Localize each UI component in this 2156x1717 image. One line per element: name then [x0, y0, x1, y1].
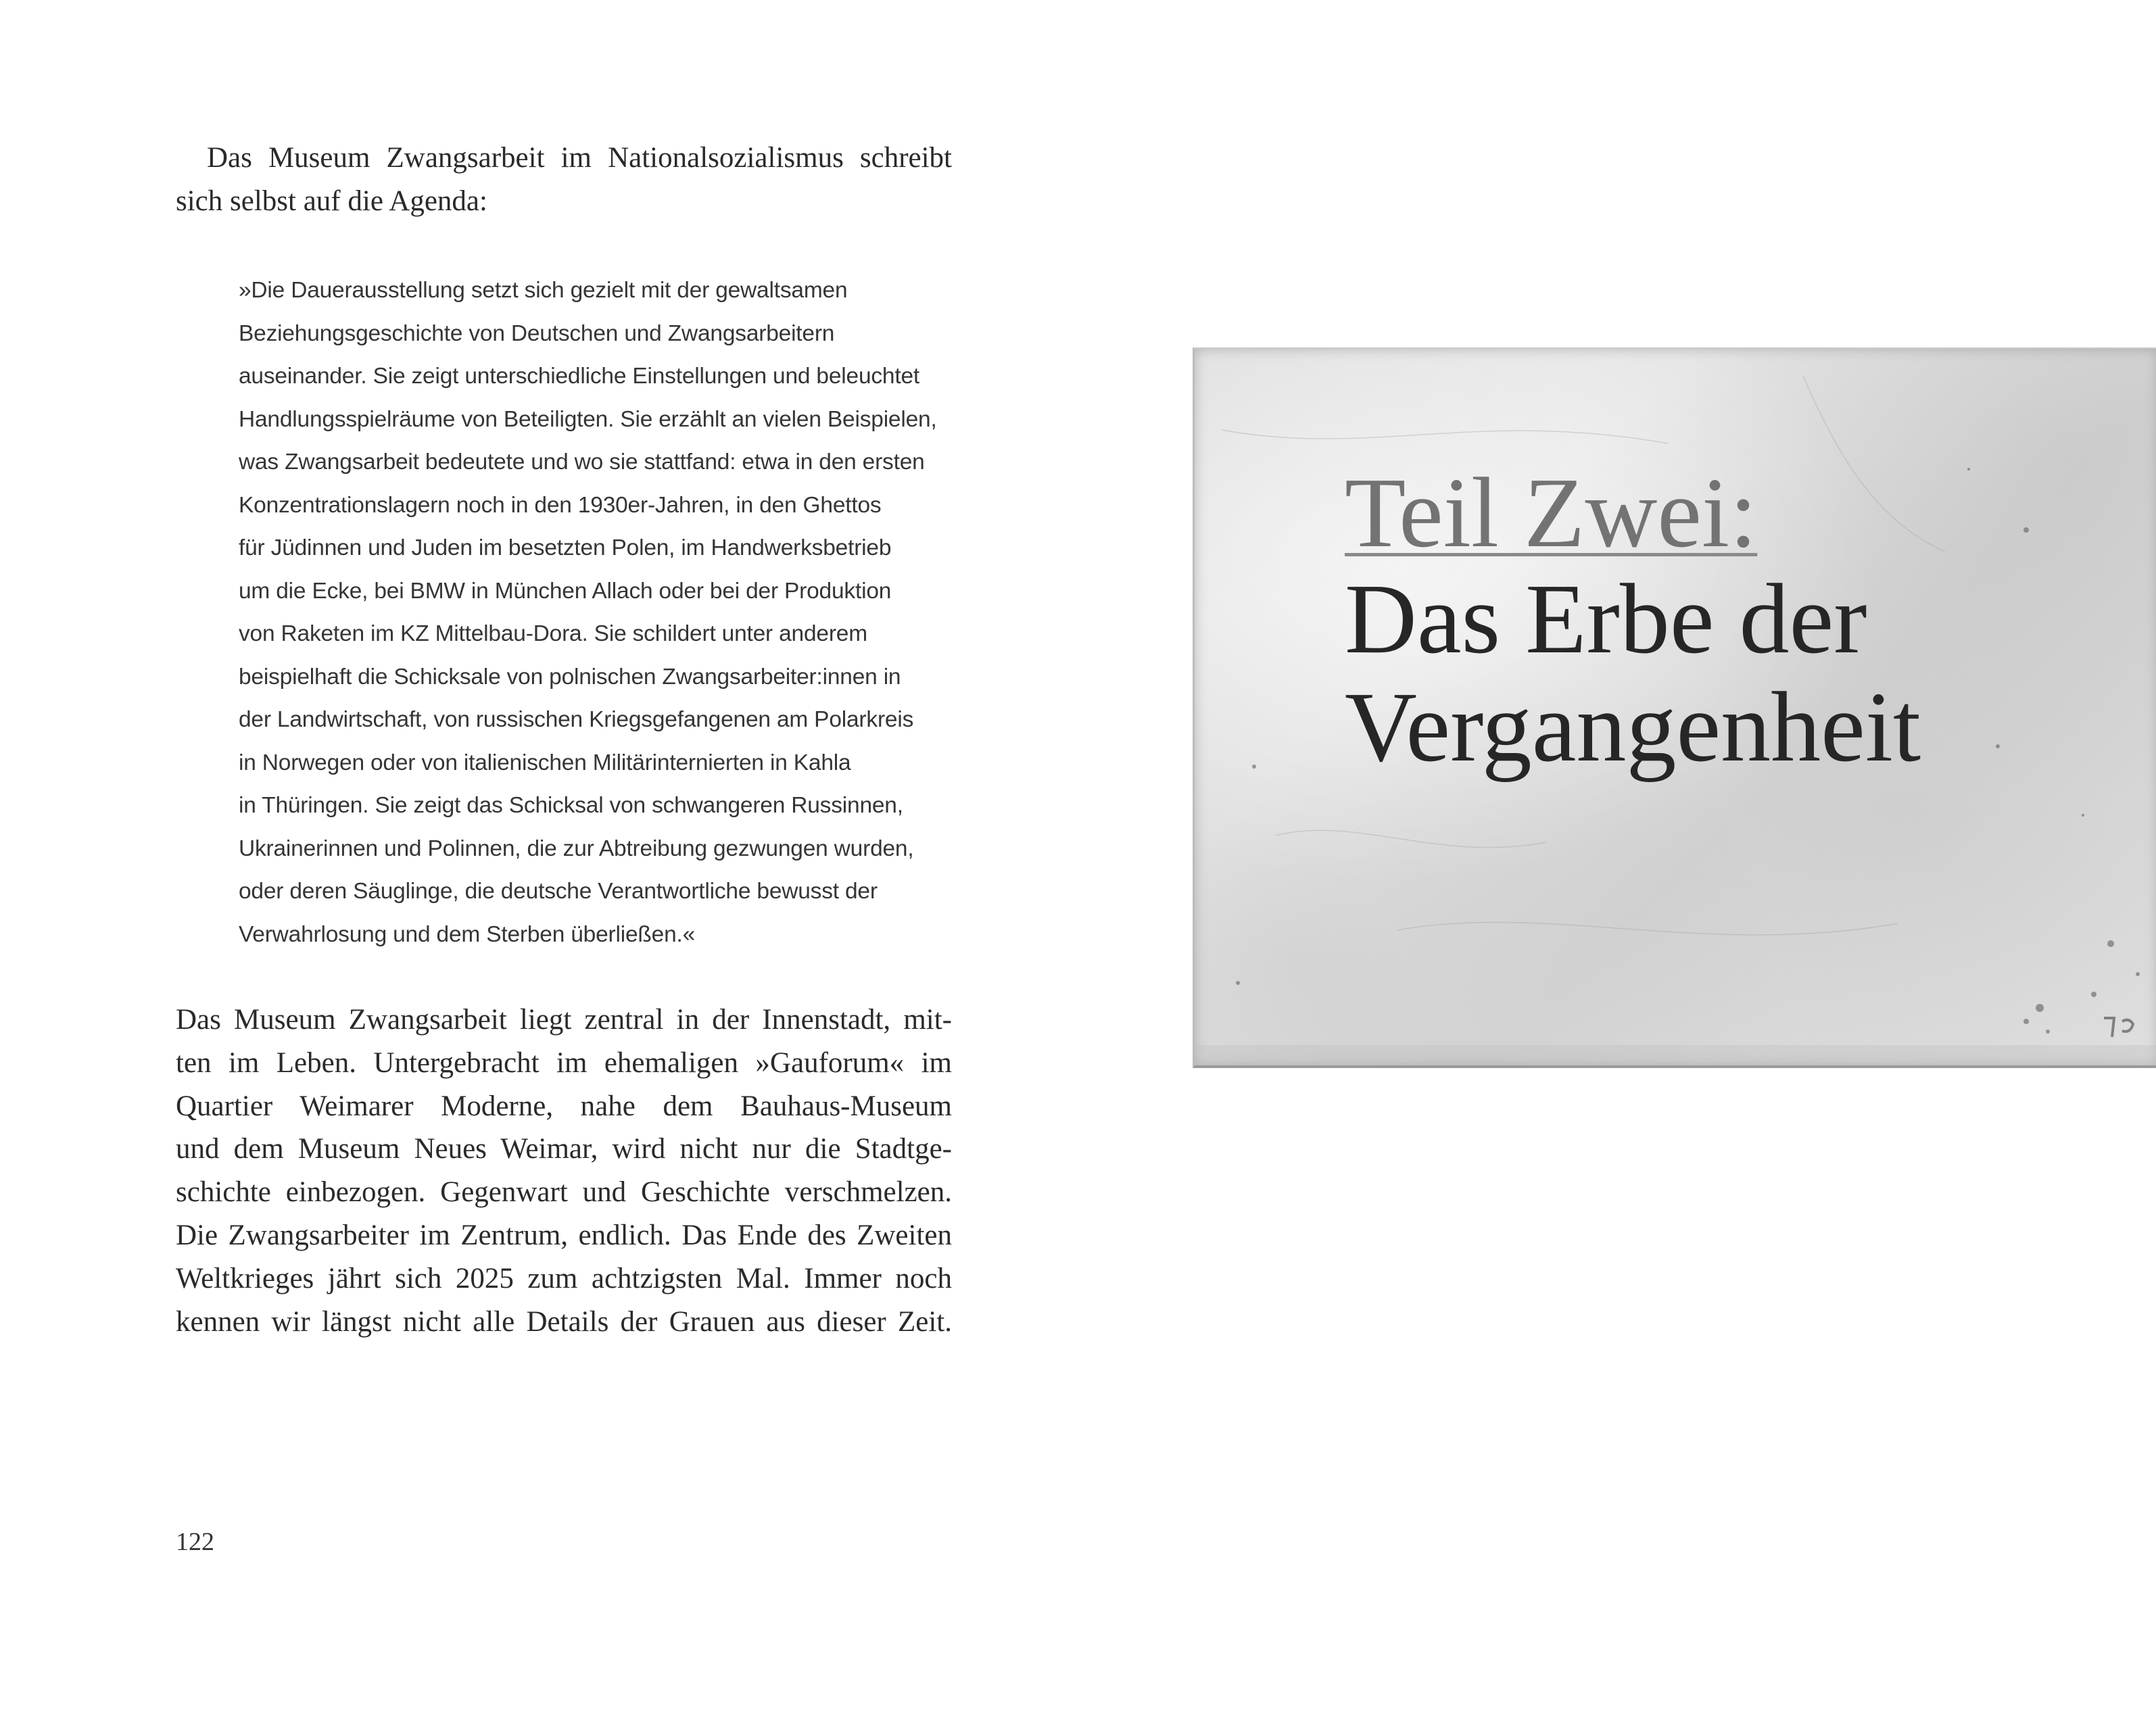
body-line: und dem Museum Neues Weimar, wird nicht nur die Stadtge- — [176, 1133, 952, 1165]
quote-line: auseinander. Sie zeigt unterschiedliche Einstellungen und beleuchtet — [239, 364, 920, 389]
quote-line: in Thüringen. Sie zeigt das Schicksal von schwangeren Russinnen, — [239, 793, 903, 818]
quote-line: »Die Dauerausstellung setzt sich gezielt mit der gewaltsamen — [239, 278, 848, 303]
quote-line: Handlungsspielräume von Beteiligten. Sie erzählt an vielen Beispielen, — [239, 406, 937, 432]
body-line: Weltkrieges jährt sich 2025 zum achtzigsten Mal. Immer noch — [176, 1262, 952, 1295]
part-title-line: Vergangenheit — [1345, 672, 1921, 783]
part-title-line: Das Erbe der — [1345, 564, 1867, 675]
body-line: ten im Leben. Untergebracht im ehemaligen »Gauforum« im — [176, 1046, 952, 1079]
aged-paper-card — [1193, 347, 2156, 1068]
quote-line: um die Ecke, bei BMW in München Allach oder bei der Produktion — [239, 578, 892, 604]
body-paragraph — [176, 998, 952, 1343]
quote-line: Konzentrationslagern noch in den 1930er-Jahren, in den Ghettos — [239, 492, 882, 518]
quote-line: Ukrainerinnen und Polinnen, die zur Abtreibung gezwungen wurden, — [239, 836, 914, 861]
quote-line: für Jüdinnen und Juden im besetzten Polen, im Handwerksbetrieb — [239, 535, 892, 560]
part-title — [1345, 565, 1921, 781]
quote-line: der Landwirtschaft, von russischen Kriegsgefangenen am Polarkreis — [239, 707, 914, 732]
quote-line: in Norwegen oder von italienischen Militärinternierten in Kahla — [239, 750, 851, 775]
quote-line: Verwahrlosung und dem Sterben überließen.« — [239, 921, 696, 947]
part-label: Teil Zwei: — [1345, 458, 1758, 569]
quote-line: beispielhaft die Schicksale von polnischen Zwangsarbeiter:innen in — [239, 664, 901, 690]
intro-paragraph: Das Museum Zwangsarbeit im Nationalsozialismus schreibt sich selbst auf die Agenda: — [176, 142, 952, 217]
body-line: kennen wir längst nicht alle Details der Grauen aus dieser Zeit. — [176, 1305, 952, 1338]
quote-line: Beziehungsgeschichte von Deutschen und Zwangsarbeitern — [239, 320, 835, 346]
body-line: Das Museum Zwangsarbeit liegt zentral in der Innenstadt, mit- — [176, 1004, 952, 1036]
quote-line: von Raketen im KZ Mittelbau-Dora. Sie schildert unter anderem — [239, 621, 867, 646]
page-number: 122 — [176, 1528, 214, 1556]
body-line: Quartier Weimarer Moderne, nahe dem Bauhaus-Museum — [176, 1090, 952, 1122]
right-page — [1078, 0, 2156, 1717]
body-line: Die Zwangsarbeiter im Zentrum, endlich. Das Ende des Zweiten — [176, 1219, 952, 1251]
body-line: schichte einbezogen. Gegenwart und Geschichte verschmelzen. — [176, 1176, 952, 1209]
quote-line: oder deren Säuglinge, die deutsche Verantwortliche bewusst der — [239, 879, 878, 904]
quote-line: was Zwangsarbeit bedeutete und wo sie stattfand: etwa in den ersten — [239, 450, 925, 475]
museum-quote — [239, 269, 937, 956]
